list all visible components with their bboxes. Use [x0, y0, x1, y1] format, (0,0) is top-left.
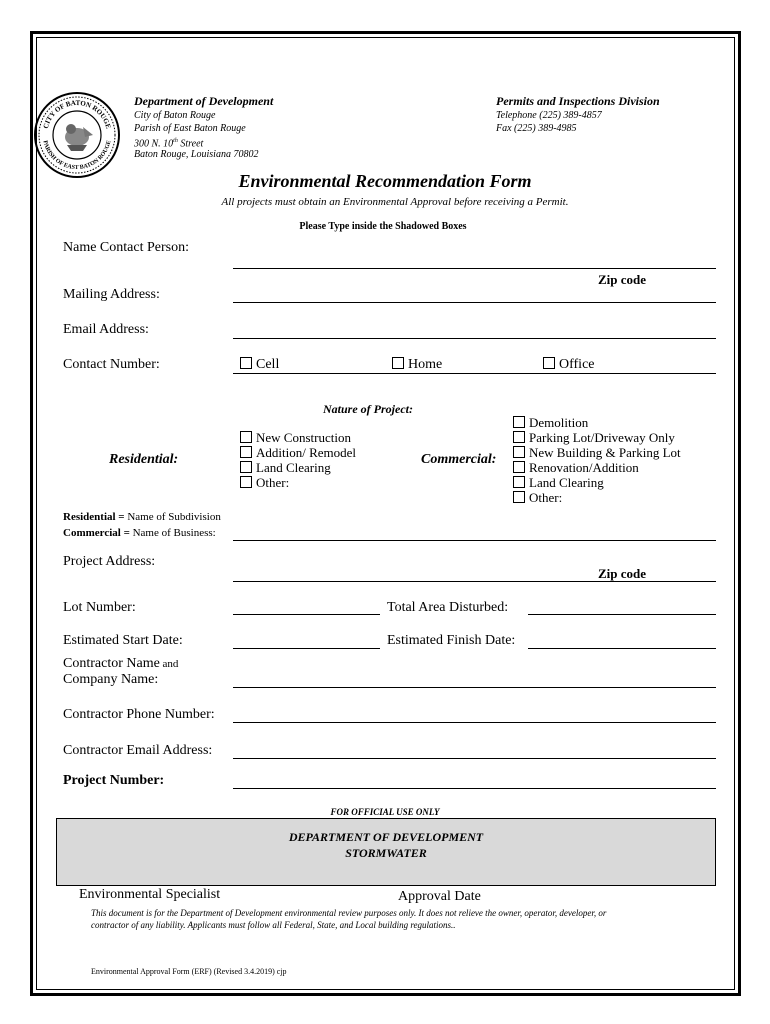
contractor-phone-input[interactable] — [233, 722, 716, 723]
email-address-input[interactable] — [233, 338, 716, 339]
contractor-phone-label: Contractor Phone Number: — [63, 707, 215, 722]
home-checkbox[interactable] — [392, 357, 404, 369]
form-revision: Environmental Approval Form (ERF) (Revised 3.4.2019) cjp — [91, 967, 287, 976]
name-contact-input[interactable] — [233, 268, 716, 269]
disclaimer-line-2: contractor of any liability. Applicants must follow all Federal, State, and Local building regulations.. — [91, 920, 456, 930]
project-number-label: Project Number: — [63, 773, 165, 788]
cell-checkbox[interactable] — [240, 357, 252, 369]
name-contact-label: Name Contact Person: — [63, 240, 189, 255]
nature-of-project-label: Nature of Project: — [323, 402, 413, 416]
zip-code-label-1: Zip code — [598, 272, 647, 287]
zip-code-label-2: Zip code — [598, 566, 647, 581]
residential-options — [240, 430, 356, 490]
office-option[interactable]: Office — [543, 357, 595, 373]
lot-number-label: Lot Number: — [63, 600, 136, 615]
form-subtitle: All projects must obtain an Environmental Approval before receiving a Permit. — [221, 196, 569, 208]
svg-text:PARISH OF EAST BATON ROUGE: PARISH OF EAST BATON ROUGE — [41, 139, 113, 172]
subdivision-business-input[interactable] — [233, 540, 716, 541]
form-instruction: Please Type inside the Shadowed Boxes — [299, 221, 467, 232]
contact-number-line — [233, 373, 716, 374]
res-new-construction[interactable]: New Construction — [240, 430, 356, 445]
commercial-label: Commercial: — [421, 452, 497, 467]
com-new-building[interactable]: New Building & Parking Lot — [513, 445, 681, 460]
official-dept-label: DEPARTMENT OF DEVELOPMENT — [288, 830, 484, 844]
com-land-clearing[interactable]: Land Clearing — [513, 475, 681, 490]
mailing-address-label: Mailing Address: — [63, 287, 160, 302]
svg-text:CITY OF BATON ROUGE: CITY OF BATON ROUGE — [41, 98, 113, 130]
com-demolition[interactable]: Demolition — [513, 415, 681, 430]
finish-date-label: Estimated Finish Date: — [387, 633, 516, 648]
com-demolition-checkbox[interactable] — [513, 416, 525, 428]
total-area-input[interactable] — [528, 614, 716, 615]
res-addition-remodel[interactable]: Addition/ Remodel — [240, 445, 356, 460]
residential-label: Residential: — [109, 452, 179, 467]
city-state-line: Baton Rouge, Louisiana 70802 — [134, 149, 259, 160]
com-land-clearing-checkbox[interactable] — [513, 476, 525, 488]
office-checkbox[interactable] — [543, 357, 555, 369]
res-addition-remodel-checkbox[interactable] — [240, 446, 252, 458]
com-parking-lot-checkbox[interactable] — [513, 431, 525, 443]
res-land-clearing[interactable]: Land Clearing — [240, 460, 356, 475]
res-land-clearing-checkbox[interactable] — [240, 461, 252, 473]
company-name-label: Company Name: — [63, 672, 159, 687]
official-use-heading: FOR OFFICIAL USE ONLY — [330, 807, 440, 817]
project-number-input[interactable] — [233, 788, 716, 789]
contact-number-label: Contact Number: — [63, 357, 160, 372]
city-parish-seal — [33, 91, 121, 179]
cell-option[interactable]: Cell — [240, 357, 279, 373]
contractor-email-input[interactable] — [233, 758, 716, 759]
com-other[interactable]: Other: — [513, 490, 681, 505]
department-title: Department of Development — [134, 94, 274, 108]
com-new-building-checkbox[interactable] — [513, 446, 525, 458]
approval-date-label: Approval Date — [398, 889, 481, 904]
com-parking-lot[interactable]: Parking Lot/Driveway Only — [513, 430, 681, 445]
home-option[interactable]: Home — [392, 357, 442, 373]
start-date-label: Estimated Start Date: — [63, 633, 183, 648]
project-address-label: Project Address: — [63, 554, 156, 569]
contractor-company-input[interactable] — [233, 687, 716, 688]
finish-date-input[interactable] — [528, 648, 716, 649]
environmental-specialist-label: Environmental Specialist — [79, 887, 221, 902]
street-line: 300 N. 10th Street — [134, 138, 204, 150]
com-other-checkbox[interactable] — [513, 491, 525, 503]
city-line: City of Baton Rouge — [134, 110, 216, 121]
res-new-construction-checkbox[interactable] — [240, 431, 252, 443]
start-date-input[interactable] — [233, 648, 380, 649]
commercial-options — [513, 415, 681, 505]
division-title: Permits and Inspections Division — [496, 94, 660, 108]
commercial-business-label: Commercial = Name of Business: — [63, 527, 216, 539]
res-other-checkbox[interactable] — [240, 476, 252, 488]
parish-line: Parish of East Baton Rouge — [134, 123, 246, 134]
project-address-input[interactable] — [233, 581, 716, 582]
specialist-signature-line[interactable] — [73, 885, 357, 886]
com-renovation-checkbox[interactable] — [513, 461, 525, 473]
total-area-label: Total Area Disturbed: — [387, 600, 509, 615]
lot-number-input[interactable] — [233, 614, 380, 615]
email-address-label: Email Address: — [63, 322, 149, 337]
res-other[interactable]: Other: — [240, 475, 356, 490]
contractor-name-label: Contractor Name and — [63, 656, 179, 671]
approval-date-line[interactable] — [396, 885, 716, 886]
disclaimer-line-1: This document is for the Department of Development environmental review purposes only. It does not relieve the owner, operator, developer, or — [91, 908, 607, 918]
telephone-line: Telephone (225) 389-4857 — [496, 110, 602, 121]
fax-line: Fax (225) 389-4985 — [496, 123, 577, 134]
official-stormwater-label: STORMWATER — [345, 846, 427, 860]
mailing-address-input[interactable] — [233, 302, 716, 303]
contractor-email-label: Contractor Email Address: — [63, 743, 213, 758]
com-renovation[interactable]: Renovation/Addition — [513, 460, 681, 475]
residential-subdivision-label: Residential = Name of Subdivision — [63, 511, 221, 523]
form-title: Environmental Recommendation Form — [238, 171, 532, 191]
